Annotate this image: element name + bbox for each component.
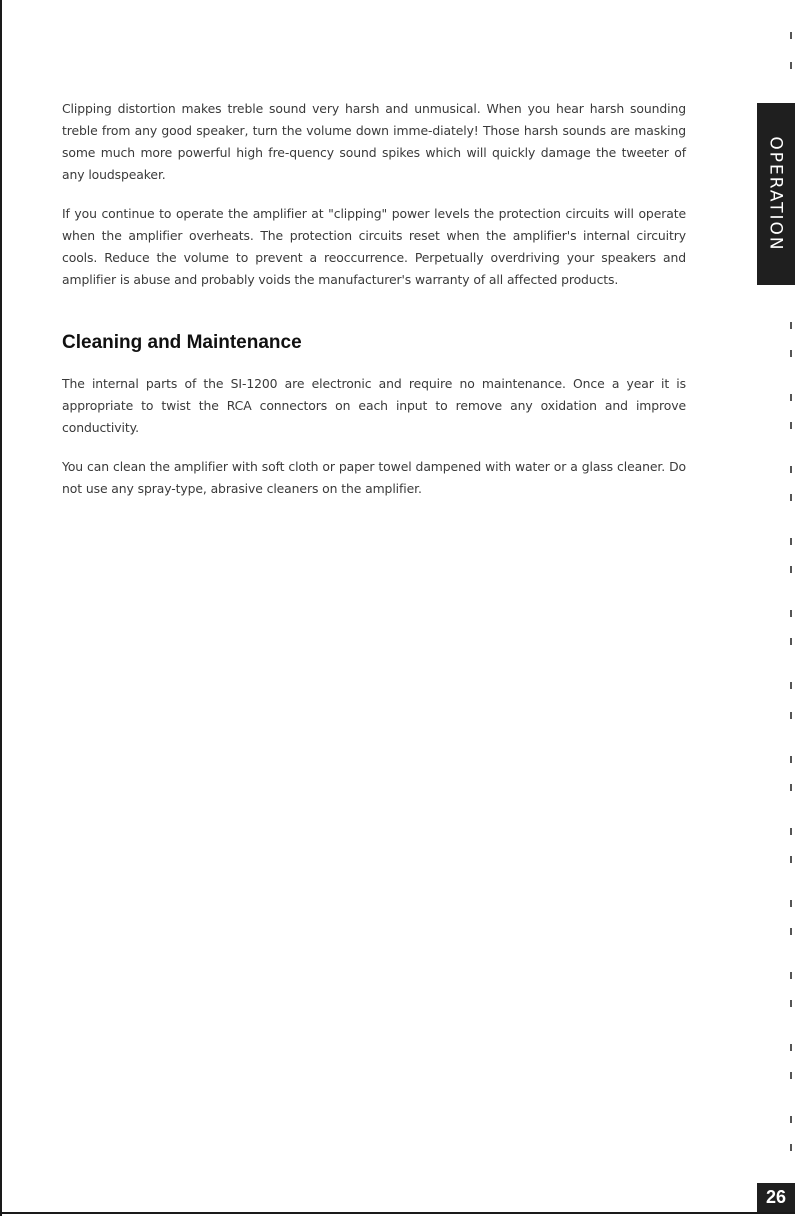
page-bottom-border [0, 1212, 795, 1214]
clipping-paragraph: Clipping distortion makes treble sound very harsh and unmusical. When you hear harsh sounding treble from any good speaker, turn the volume down imme-diately! Those harsh sounds are masking some much more powerful high fre-quency sound spikes which will quickly damage the tweeter of any loudspeaker. [62, 101, 686, 182]
protection-paragraph: If you continue to operate the amplifier at "clipping" power levels the protection circuits will operate when the amplifier overheats. The protection circuits reset when the amplifier's internal circuitry cools. Reduce the volume to prevent a reoccurrence. Perpetually overdriving your speakers and amplifier is abuse and probably voids the manufacturer's warranty of all affected products. [62, 206, 686, 287]
page-left-border [0, 0, 2, 1216]
section-heading: Cleaning and Maintenance [62, 332, 302, 353]
page-body [62, 98, 686, 517]
cleaning-paragraph: You can clean the amplifier with soft cloth or paper towel dampened with water or a glass cleaner. Do not use any spray-type, abrasive cleaners on the amplifier. [62, 459, 686, 496]
page-number: 26 [757, 1183, 795, 1212]
maintenance-paragraph: The internal parts of the SI-1200 are electronic and require no maintenance. Once a year it is appropriate to twist the RCA connectors on each input to remove any oxidation and improve conductivity. [62, 376, 686, 435]
section-tab-label: OPERATION [766, 136, 786, 252]
binding-edge-marks [788, 0, 795, 1180]
